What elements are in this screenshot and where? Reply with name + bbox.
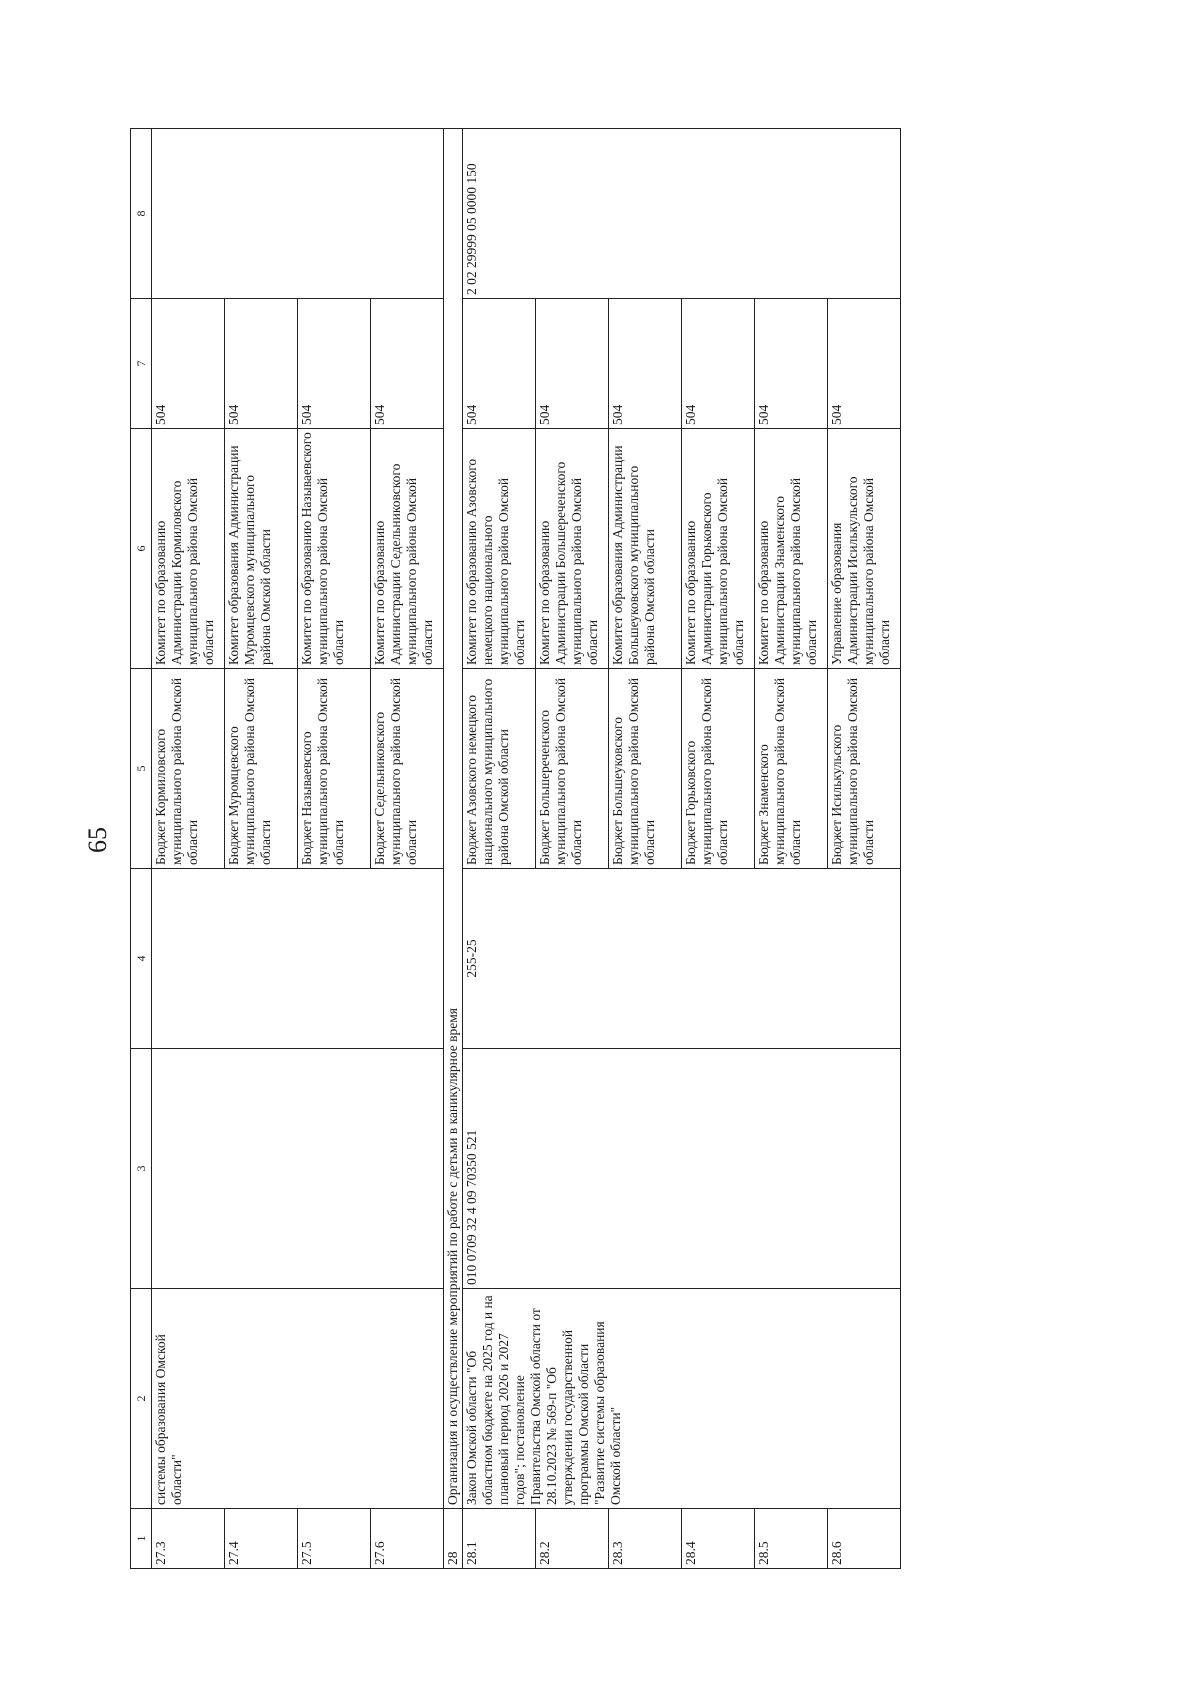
table-row: [152, 129, 225, 1569]
revenue-code: [152, 129, 444, 299]
admin-name: Комитет по образованию Администрации Седельниковского муниципального района Омской области: [371, 429, 444, 669]
budget-name: Бюджет Большеуковского муниципального района Омской области: [609, 669, 682, 869]
admin-code: 504: [371, 299, 444, 429]
admin-code: 504: [152, 299, 225, 429]
admin-name: Комитет по образованию Администрации Горьковского муниципального района Омской области: [682, 429, 755, 669]
row-number: 28.4: [682, 1509, 755, 1569]
col-header: 4: [131, 869, 152, 1049]
section-number: 28: [444, 1509, 463, 1569]
budget-table: [130, 128, 901, 1569]
col-header: 2: [131, 1289, 152, 1509]
row-number: 27.5: [298, 1509, 371, 1569]
legal-basis: Закон Омской области "Об областном бюджете на 2025 год и на плановый период 2026 и 2027 годов"; постановление Правительства Омской области от 28.10.2023 № 569-п "Об утверждении государственной программы Омской области "Развитие системы образования Омской области": [463, 1289, 901, 1509]
admin-code: 504: [298, 299, 371, 429]
row-number: 28.5: [755, 1509, 828, 1569]
admin-code: 504: [225, 299, 298, 429]
admin-name: Комитет образования Администрации Муромцевского муниципального района Омской области: [225, 429, 298, 669]
budget-name: Бюджет Исилькульского муниципального района Омской области: [828, 669, 901, 869]
section-header-row: [444, 129, 463, 1569]
col-header: 1: [131, 1509, 152, 1569]
budget-name: Бюджет Кормиловского муниципального района Омской области: [152, 669, 225, 869]
admin-name: Комитет образования Администрации Большеуковского муниципального района Омской области: [609, 429, 682, 669]
revenue-code: 2 02 29999 05 0000 150: [463, 129, 901, 299]
budget-name: Бюджет Седельниковского муниципального района Омской области: [371, 669, 444, 869]
admin-name: Комитет по образованию Азовского немецкого национального муниципального района Омской области: [463, 429, 536, 669]
budget-name: Бюджет Горьковского муниципального района Омской области: [682, 669, 755, 869]
page-number: 65: [83, 827, 112, 853]
admin-code: 504: [536, 299, 609, 429]
row-number: 27.6: [371, 1509, 444, 1569]
admin-name: Комитет по образованию Администрации Большереченского муниципального района Омской области: [536, 429, 609, 669]
row-number: 28.6: [828, 1509, 901, 1569]
budget-name: Бюджет Называевского муниципального района Омской области: [298, 669, 371, 869]
rotated-table-sheet: [130, 129, 1050, 1569]
column-number-row: [131, 129, 152, 1569]
admin-code: 504: [755, 299, 828, 429]
admin-code: 504: [609, 299, 682, 429]
admin-code: 504: [463, 299, 536, 429]
legal-basis: системы образования Омской области": [152, 1289, 444, 1509]
budget-name: Бюджет Азовского немецкого национального муниципального района Омской области: [463, 669, 536, 869]
row-number: 28.2: [536, 1509, 609, 1569]
budget-name: Бюджет Знаменского муниципального района Омской области: [755, 669, 828, 869]
admin-code: 504: [682, 299, 755, 429]
section-title: Организация и осуществление мероприятий по работе с детьми в каникулярное время: [444, 129, 463, 1509]
row-number: 27.3: [152, 1509, 225, 1569]
col-header: 5: [131, 669, 152, 869]
col-header: 6: [131, 429, 152, 669]
row-number: 28.1: [463, 1509, 536, 1569]
kbk-cell: [152, 1049, 444, 1289]
col-header: 8: [131, 129, 152, 299]
budget-name: Бюджет Большереченского муниципального района Омской области: [536, 669, 609, 869]
admin-name: Комитет по образованию Называевского муниципального района Омской области: [298, 429, 371, 669]
table-row: [463, 129, 536, 1569]
col4-cell: [152, 869, 444, 1049]
col4-cell: 255-25: [463, 869, 901, 1049]
col-header: 7: [131, 299, 152, 429]
admin-name: Комитет по образованию Администрации Кормиловского муниципального района Омской области: [152, 429, 225, 669]
admin-code: 504: [828, 299, 901, 429]
kbk-cell: 010 0709 32 4 09 70350 521: [463, 1049, 901, 1289]
row-number: 27.4: [225, 1509, 298, 1569]
col-header: 3: [131, 1049, 152, 1289]
budget-name: Бюджет Муромцевского муниципального района Омской области: [225, 669, 298, 869]
admin-name: Управление образования Администрации Исилькульского муниципального района Омской области: [828, 429, 901, 669]
row-number: 28.3: [609, 1509, 682, 1569]
admin-name: Комитет по образованию Администрации Знаменского муниципального района Омской области: [755, 429, 828, 669]
